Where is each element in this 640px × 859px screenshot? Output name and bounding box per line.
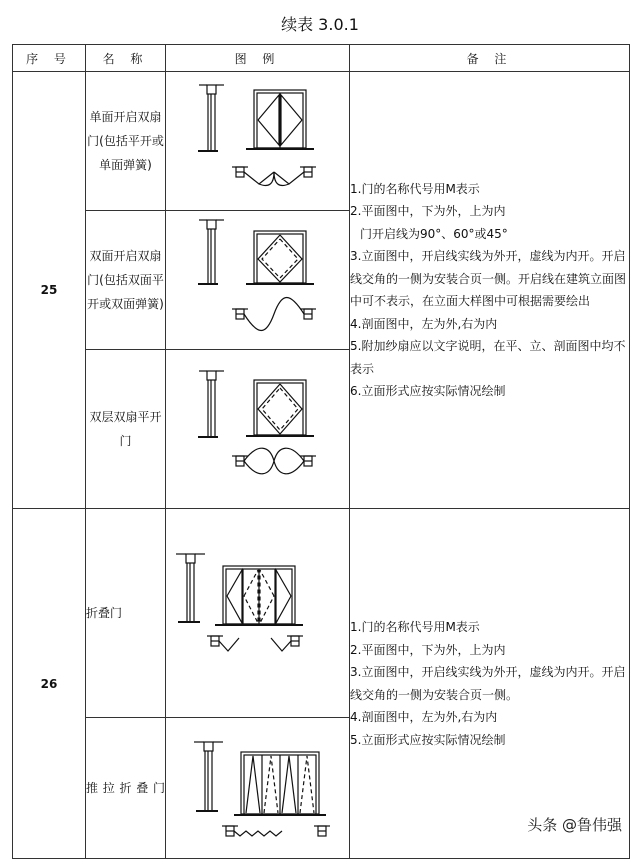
header-figure: 图 例	[166, 45, 350, 72]
notes-cell: 1.门的名称代号用M表示 2.平面图中，下为外，上为内 3.立面图中，开启线实线为外开，虚线为内开。开启线交角的一侧为安装合页一侧。 4.剖面图中，左为外,右为内 5.立面形式应按实际情况绘制	[350, 509, 630, 859]
table-row	[13, 72, 630, 211]
item-name: 推拉折叠门	[86, 718, 166, 859]
item-name: 双层双扇平开门	[86, 350, 166, 509]
legend-table	[12, 44, 630, 859]
double-swing-double-door-icon	[166, 211, 350, 350]
item-name: 折叠门	[86, 509, 166, 718]
row-number: 25	[13, 72, 86, 509]
folding-door-icon	[166, 509, 350, 718]
table-header	[13, 45, 630, 72]
table-row	[13, 509, 630, 718]
notes-cell: 1.门的名称代号用M表示 2.平面图中，下为外，上为内 门开启线为90°、60°或45° 3.立面图中，开启线实线为外开，虚线为内开。开启线交角的一侧为安装合页一侧。开启线在建筑立面图中可不表示，在立面大样图中可根据需要绘出 4.剖面图中，左为外,右为内 5.附加纱扇应以文字说明，在平、立、剖面图中均不表示 6.立面形式应按实际情况绘制	[350, 72, 630, 509]
single-swing-double-door-icon	[166, 72, 350, 211]
double-layer-double-door-icon	[166, 350, 350, 509]
header-name: 名 称	[86, 45, 166, 72]
row-number: 26	[13, 509, 86, 859]
item-name: 双面开启双扇门(包括双面平开或双面弹簧)	[86, 211, 166, 350]
header-number: 序 号	[13, 45, 86, 72]
item-name: 单面开启双扇门(包括平开或单面弹簧)	[86, 72, 166, 211]
page-title: 续表 3.0.1	[281, 15, 359, 34]
header-notes: 备 注	[350, 45, 630, 72]
sliding-folding-door-icon	[166, 718, 350, 859]
watermark: 头条 @鲁伟强	[527, 816, 622, 834]
